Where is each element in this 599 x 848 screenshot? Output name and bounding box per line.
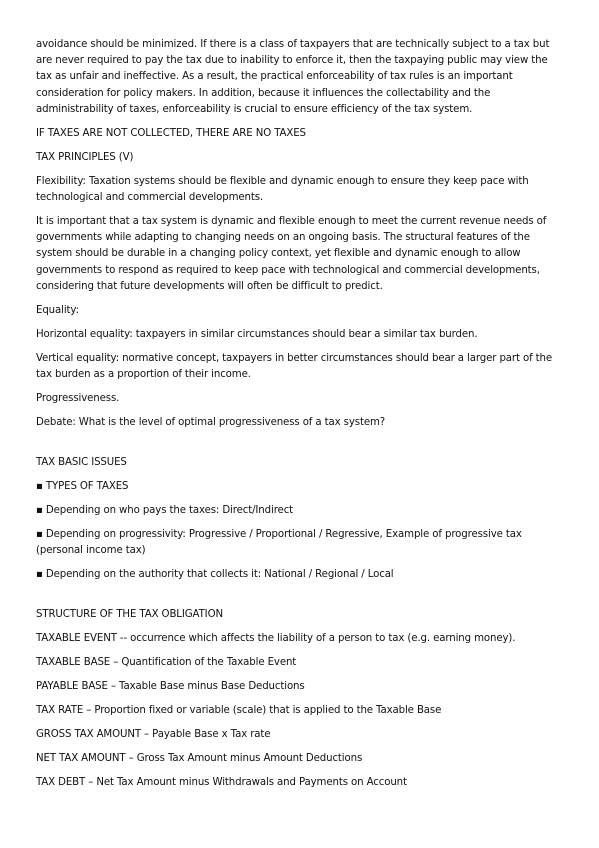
heading-tax-basic-issues: TAX BASIC ISSUES <box>36 457 127 469</box>
spacer <box>36 439 564 455</box>
definition-gross-tax-amount: GROSS TAX AMOUNT – Payable Base x Tax rate <box>36 729 271 741</box>
definition-net-tax-amount: NET TAX AMOUNT – Gross Tax Amount minus Amount Deductions <box>36 753 363 765</box>
paragraph-progressiveness: Progressiveness. <box>36 393 120 405</box>
heading-tax-principles: TAX PRINCIPLES (V) <box>36 151 134 163</box>
bullet-authority: ▪ Depending on the authority that collects it: National / Regional / Local <box>36 569 394 581</box>
spacer <box>36 591 564 607</box>
definition-taxable-event: TAXABLE EVENT -- occurrence which affects the liability of a person to tax (e.g. earning money). <box>36 633 516 645</box>
bullet-who-pays: ▪ Depending on who pays the taxes: Direct/Indirect <box>36 505 294 517</box>
bullet-progressivity: ▪ Depending on progressivity: Progressive / Proportional / Regressive, Example of progressive tax (personal income tax) <box>36 529 522 557</box>
paragraph-equality: Equality: <box>36 304 79 316</box>
definition-tax-rate: TAX RATE – Proportion fixed or variable (scale) that is applied to the Taxable Base <box>36 705 442 717</box>
definition-payable-base: PAYABLE BASE – Taxable Base minus Base Deductions <box>36 681 305 693</box>
bullet-types-of-taxes: ▪ TYPES OF TAXES <box>36 481 129 493</box>
paragraph-vertical-equality: Vertical equality: normative concept, taxpayers in better circumstances should bear a larger part of the tax burden as a proportion of their income. <box>36 352 553 381</box>
heading-taxes-not-collected: IF TAXES ARE NOT COLLECTED, THERE ARE NO TAXES <box>36 127 306 139</box>
paragraph-flexibility: Flexibility: Taxation systems should be flexible and dynamic enough to ensure they keep pace with technological and commercial developments. <box>36 175 529 204</box>
definition-taxable-base: TAXABLE BASE – Quantification of the Taxable Event <box>36 657 297 669</box>
heading-structure-tax-obligation: STRUCTURE OF THE TAX OBLIGATION <box>36 609 223 621</box>
document-page <box>36 37 564 799</box>
paragraph-debate: Debate: What is the level of optimal progressiveness of a tax system? <box>36 417 386 429</box>
paragraph-flexibility-detail: It is important that a tax system is dynamic and flexible enough to meet the current revenue needs of governments while adapting to changing needs on an ongoing basis. The structural features of the system should be durable in a changing policy context, yet flexible and dynamic enough to allow governments to respond as required to keep pace with technological and commercial developments, considering that future developments will often be difficult to predict. <box>36 216 547 292</box>
paragraph-horizontal-equality: Horizontal equality: taxpayers in similar circumstances should bear a similar tax burden. <box>36 328 478 340</box>
paragraph-enforceability: avoidance should be minimized. If there is a class of taxpayers that are technically subject to a tax but are never required to pay the tax due to inability to enforce it, then the taxpaying public may view the tax as unfair and ineffective. As a result, the practical enforceability of tax rules is an important consideration for policy makers. In addition, because it influences the collectability and the administrability of taxes, enforceability is crucial to ensure efficiency of the tax system. <box>36 39 550 115</box>
definition-tax-debt: TAX DEBT – Net Tax Amount minus Withdrawals and Payments on Account <box>36 777 407 789</box>
